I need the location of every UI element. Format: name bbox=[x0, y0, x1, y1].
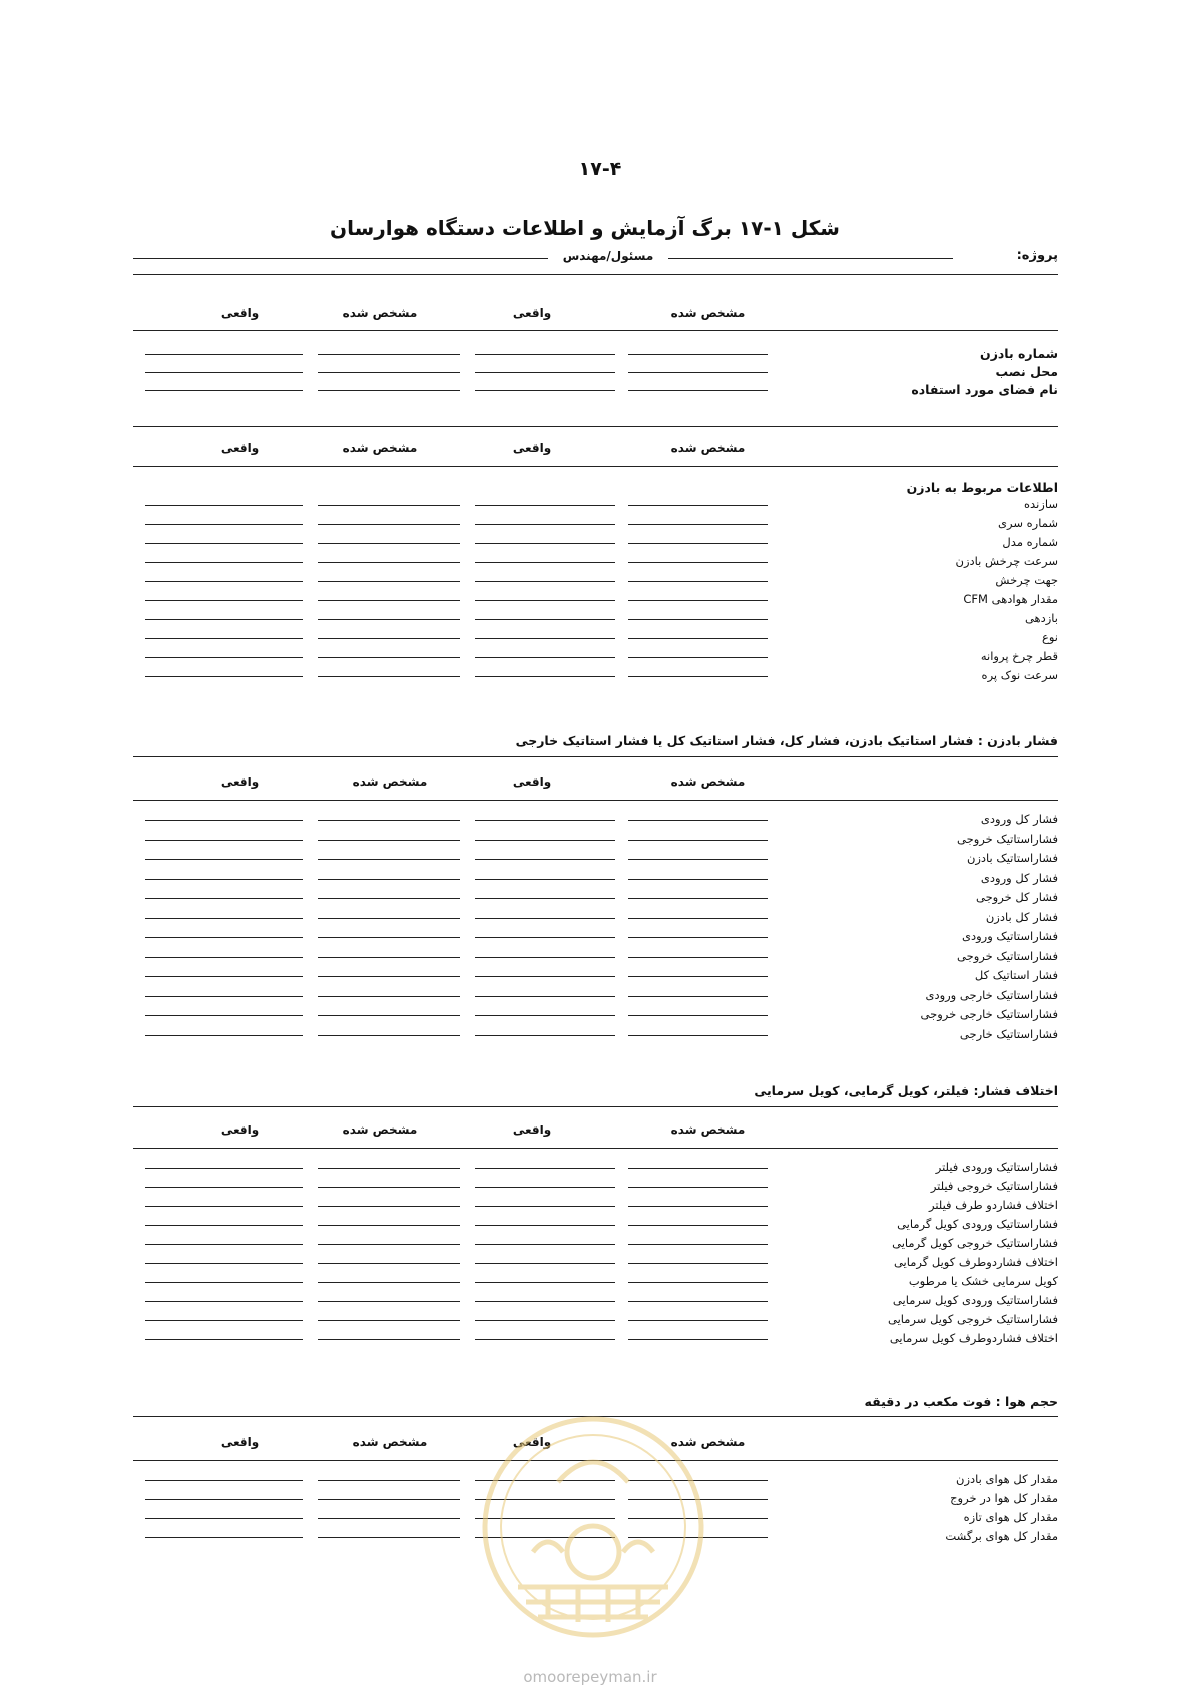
fill-in-line[interactable] bbox=[628, 676, 768, 677]
fill-in-line[interactable] bbox=[628, 1339, 768, 1340]
fill-in-line[interactable] bbox=[628, 562, 768, 563]
fill-in-line[interactable] bbox=[318, 600, 460, 601]
fill-in-line[interactable] bbox=[318, 898, 460, 899]
fill-in-line[interactable] bbox=[145, 1035, 303, 1036]
fill-in-line[interactable] bbox=[145, 354, 303, 355]
fill-in-line[interactable] bbox=[628, 918, 768, 919]
fill-in-line[interactable] bbox=[318, 1480, 460, 1481]
fan-info-heading: اطلاعات مربوط به بادزن bbox=[906, 480, 1058, 495]
fill-in-line[interactable] bbox=[145, 1244, 303, 1245]
fill-in-line[interactable] bbox=[145, 524, 303, 525]
col-actual-2: واقعی bbox=[220, 1123, 260, 1137]
row-label: جهت چرخش bbox=[995, 573, 1058, 587]
row-label: فشاراستاتیک خارجی ورودی bbox=[925, 987, 1058, 1002]
col-specified-1: مشخص شده bbox=[670, 441, 746, 455]
fill-in-line[interactable] bbox=[475, 1263, 615, 1264]
project-label: پروژه: bbox=[1016, 248, 1058, 263]
row-label: فشاراستاتیک ورودی کویل گرمایی bbox=[897, 1217, 1058, 1231]
fill-in-line[interactable] bbox=[145, 859, 303, 860]
fill-in-line[interactable] bbox=[475, 1225, 615, 1226]
section-rule bbox=[133, 426, 1058, 427]
fill-in-line[interactable] bbox=[318, 996, 460, 997]
row-label: قطر چرخ پروانه bbox=[980, 649, 1058, 663]
fill-in-line[interactable] bbox=[628, 957, 768, 958]
row-label: فشاراستاتیک خروجی فیلتر bbox=[930, 1179, 1058, 1193]
col-actual-1: واقعی bbox=[512, 1123, 552, 1137]
fill-in-line[interactable] bbox=[145, 1518, 303, 1519]
fill-in-line[interactable] bbox=[475, 390, 615, 391]
section-rule bbox=[133, 800, 1058, 801]
fill-in-line[interactable] bbox=[318, 879, 460, 880]
col-actual-1: واقعی bbox=[512, 306, 552, 320]
fill-in-line[interactable] bbox=[318, 918, 460, 919]
row-label: فشاراستاتیک ورودی کویل سرمایی bbox=[892, 1293, 1058, 1307]
col-specified-2: مشخص شده bbox=[342, 441, 418, 455]
row-label: اختلاف فشاردو طرف فیلتر bbox=[928, 1198, 1058, 1212]
row-label: اختلاف فشاردوطرف کویل گرمایی bbox=[893, 1255, 1058, 1269]
fill-in-line[interactable] bbox=[145, 957, 303, 958]
fill-in-line[interactable] bbox=[475, 918, 615, 919]
fill-in-line[interactable] bbox=[145, 898, 303, 899]
fill-in-line[interactable] bbox=[475, 562, 615, 563]
row-label: نوع bbox=[1041, 630, 1058, 644]
fill-in-line[interactable] bbox=[145, 1225, 303, 1226]
row-label: سرعت نوک پره bbox=[981, 668, 1058, 682]
row-label: فشار کل بادزن bbox=[985, 909, 1058, 924]
fill-in-line[interactable] bbox=[318, 505, 460, 506]
fill-in-line[interactable] bbox=[145, 996, 303, 997]
fill-in-line[interactable] bbox=[145, 1206, 303, 1207]
fill-in-line[interactable] bbox=[318, 1339, 460, 1340]
fill-in-line[interactable] bbox=[145, 505, 303, 506]
fill-in-line[interactable] bbox=[628, 1263, 768, 1264]
col-actual-2: واقعی bbox=[220, 306, 260, 320]
header-rule-bottom bbox=[133, 274, 1058, 275]
fill-in-line[interactable] bbox=[475, 581, 615, 582]
fill-in-line[interactable] bbox=[475, 1035, 615, 1036]
fill-in-line[interactable] bbox=[628, 1015, 768, 1016]
fill-in-line[interactable] bbox=[475, 543, 615, 544]
fan-pressure-heading: فشار بادزن : فشار استاتیک بادزن، فشار کل، فشار استاتیک کل یا فشار استاتیک خارجی bbox=[515, 733, 1058, 748]
col-specified-2: مشخص شده bbox=[342, 1123, 418, 1137]
row-label: فشاراستاتیک خارجی خروجی bbox=[920, 1007, 1058, 1021]
fill-in-line[interactable] bbox=[475, 996, 615, 997]
fill-in-line[interactable] bbox=[628, 1301, 768, 1302]
fill-in-line[interactable] bbox=[628, 657, 768, 658]
fill-in-line[interactable] bbox=[318, 1244, 460, 1245]
col-specified-1: مشخص شده bbox=[670, 775, 746, 789]
fill-in-line[interactable] bbox=[318, 937, 460, 938]
fill-in-line[interactable] bbox=[145, 1187, 303, 1188]
fill-in-line[interactable] bbox=[475, 976, 615, 977]
fill-in-line[interactable] bbox=[628, 543, 768, 544]
row-label: مقدار هوادهی CFM bbox=[963, 592, 1058, 606]
header-rule-right bbox=[668, 258, 953, 259]
fill-in-line[interactable] bbox=[318, 1282, 460, 1283]
fill-in-line[interactable] bbox=[628, 600, 768, 601]
fill-in-line[interactable] bbox=[475, 619, 615, 620]
fill-in-line[interactable] bbox=[475, 1339, 615, 1340]
fill-in-line[interactable] bbox=[628, 1225, 768, 1226]
row-label: نام فضای مورد استفاده bbox=[911, 382, 1058, 397]
row-label: سرعت چرخش بادزن bbox=[955, 554, 1058, 568]
row-label: فشاراستاتیک خارجی bbox=[959, 1026, 1058, 1041]
row-label: فشاراستاتیک ورودی فیلتر bbox=[935, 1160, 1058, 1174]
section-rule bbox=[133, 1148, 1058, 1149]
fill-in-line[interactable] bbox=[628, 505, 768, 506]
fill-in-line[interactable] bbox=[628, 1206, 768, 1207]
fill-in-line[interactable] bbox=[628, 354, 768, 355]
row-label: شماره بادزن bbox=[980, 346, 1058, 361]
fill-in-line[interactable] bbox=[318, 354, 460, 355]
col-actual-1: واقعی bbox=[512, 775, 552, 789]
fill-in-line[interactable] bbox=[628, 372, 768, 373]
fill-in-line[interactable] bbox=[145, 937, 303, 938]
col-actual-1: واقعی bbox=[512, 1435, 552, 1449]
fill-in-line[interactable] bbox=[145, 840, 303, 841]
fill-in-line[interactable] bbox=[145, 1168, 303, 1169]
fill-in-line[interactable] bbox=[318, 581, 460, 582]
fill-in-line[interactable] bbox=[145, 1480, 303, 1481]
fill-in-line[interactable] bbox=[475, 1244, 615, 1245]
fill-in-line[interactable] bbox=[318, 524, 460, 525]
row-label: کویل سرمایی خشک یا مرطوب bbox=[908, 1274, 1058, 1288]
fill-in-line[interactable] bbox=[475, 859, 615, 860]
fill-in-line[interactable] bbox=[475, 1282, 615, 1283]
fill-in-line[interactable] bbox=[475, 1187, 615, 1188]
col-actual-2: واقعی bbox=[220, 775, 260, 789]
engineer-label: مسئول/مهندس bbox=[562, 249, 654, 263]
fill-in-line[interactable] bbox=[475, 600, 615, 601]
header-rule-left bbox=[133, 258, 548, 259]
fill-in-line[interactable] bbox=[145, 600, 303, 601]
section-rule bbox=[133, 1106, 1058, 1107]
fill-in-line[interactable] bbox=[318, 638, 460, 639]
fill-in-line[interactable] bbox=[628, 1187, 768, 1188]
page-title: شکل ۱-۱۷ برگ آزمایش و اطلاعات دستگاه هوارسان bbox=[330, 216, 840, 240]
fill-in-line[interactable] bbox=[628, 1168, 768, 1169]
fill-in-line[interactable] bbox=[145, 543, 303, 544]
fill-in-line[interactable] bbox=[145, 581, 303, 582]
row-label: مقدار کل هوای تازه bbox=[963, 1510, 1058, 1524]
watermark-seal-icon bbox=[478, 1412, 708, 1642]
fill-in-line[interactable] bbox=[318, 543, 460, 544]
fill-in-line[interactable] bbox=[318, 1035, 460, 1036]
fill-in-line[interactable] bbox=[475, 524, 615, 525]
fill-in-line[interactable] bbox=[628, 976, 768, 977]
col-specified-1: مشخص شده bbox=[670, 1435, 746, 1449]
air-volume-heading: حجم هوا : فوت مکعب در دقیقه bbox=[864, 1394, 1058, 1409]
fill-in-line[interactable] bbox=[318, 1015, 460, 1016]
row-label: فشاراستاتیک خروجی bbox=[957, 831, 1058, 846]
fill-in-line[interactable] bbox=[475, 676, 615, 677]
fill-in-line[interactable] bbox=[475, 879, 615, 880]
fill-in-line[interactable] bbox=[318, 372, 460, 373]
col-specified-2: مشخص شده bbox=[352, 775, 428, 789]
fill-in-line[interactable] bbox=[318, 1537, 460, 1538]
fill-in-line[interactable] bbox=[145, 1263, 303, 1264]
row-label: فشاراستاتیک خروجی کویل سرمایی bbox=[887, 1312, 1058, 1326]
row-label: فشار کل ورودی bbox=[980, 812, 1058, 826]
fill-in-line[interactable] bbox=[318, 1499, 460, 1500]
fill-in-line[interactable] bbox=[318, 619, 460, 620]
fill-in-line[interactable] bbox=[475, 1168, 615, 1169]
fill-in-line[interactable] bbox=[318, 1206, 460, 1207]
fill-in-line[interactable] bbox=[475, 505, 615, 506]
fill-in-line[interactable] bbox=[628, 638, 768, 639]
fill-in-line[interactable] bbox=[628, 820, 768, 821]
row-label: سازنده bbox=[1024, 497, 1058, 511]
fill-in-line[interactable] bbox=[145, 619, 303, 620]
fill-in-line[interactable] bbox=[145, 879, 303, 880]
row-label: فشاراستاتیک بادزن bbox=[966, 851, 1058, 865]
fill-in-line[interactable] bbox=[628, 619, 768, 620]
fill-in-line[interactable] bbox=[318, 1263, 460, 1264]
col-specified-1: مشخص شده bbox=[670, 306, 746, 320]
row-label: بازدهی bbox=[1024, 611, 1058, 625]
fill-in-line[interactable] bbox=[145, 390, 303, 391]
fill-in-line[interactable] bbox=[318, 859, 460, 860]
fill-in-line[interactable] bbox=[475, 820, 615, 821]
fill-in-line[interactable] bbox=[145, 657, 303, 658]
fill-in-line[interactable] bbox=[628, 859, 768, 860]
fill-in-line[interactable] bbox=[318, 676, 460, 677]
fill-in-line[interactable] bbox=[475, 1015, 615, 1016]
fill-in-line[interactable] bbox=[145, 372, 303, 373]
fill-in-line[interactable] bbox=[475, 1301, 615, 1302]
fill-in-line[interactable] bbox=[628, 524, 768, 525]
fill-in-line[interactable] bbox=[628, 390, 768, 391]
col-specified-2: مشخص شده bbox=[342, 306, 418, 320]
row-label: شماره مدل bbox=[1002, 535, 1058, 549]
fill-in-line[interactable] bbox=[145, 976, 303, 977]
row-label: فشار کل خروجی bbox=[975, 890, 1058, 904]
fill-in-line[interactable] bbox=[475, 937, 615, 938]
fill-in-line[interactable] bbox=[145, 1015, 303, 1016]
fill-in-line[interactable] bbox=[318, 390, 460, 391]
fill-in-line[interactable] bbox=[318, 1225, 460, 1226]
fill-in-line[interactable] bbox=[145, 676, 303, 677]
fill-in-line[interactable] bbox=[318, 840, 460, 841]
fill-in-line[interactable] bbox=[145, 1320, 303, 1321]
fill-in-line[interactable] bbox=[318, 1168, 460, 1169]
fill-in-line[interactable] bbox=[628, 1244, 768, 1245]
row-label: شماره سری bbox=[997, 516, 1058, 530]
fill-in-line[interactable] bbox=[145, 1301, 303, 1302]
fill-in-line[interactable] bbox=[628, 937, 768, 938]
row-label: اختلاف فشاردوطرف کویل سرمایی bbox=[889, 1331, 1058, 1345]
fill-in-line[interactable] bbox=[628, 898, 768, 899]
section-rule bbox=[133, 330, 1058, 331]
fill-in-line[interactable] bbox=[318, 1301, 460, 1302]
section-rule bbox=[133, 756, 1058, 757]
row-label: فشاراستاتیک خروجی کویل گرمایی bbox=[892, 1236, 1058, 1250]
fill-in-line[interactable] bbox=[318, 957, 460, 958]
fill-in-line[interactable] bbox=[318, 1518, 460, 1519]
section-rule bbox=[133, 466, 1058, 467]
fill-in-line[interactable] bbox=[145, 1537, 303, 1538]
row-label: مقدار کل هوا در خروج bbox=[950, 1491, 1058, 1505]
fill-in-line[interactable] bbox=[475, 1206, 615, 1207]
fill-in-line[interactable] bbox=[475, 1320, 615, 1321]
fill-in-line[interactable] bbox=[318, 1320, 460, 1321]
row-label: فشاراستاتیک ورودی bbox=[961, 929, 1058, 943]
fill-in-line[interactable] bbox=[628, 996, 768, 997]
row-label: محل نصب bbox=[995, 364, 1058, 379]
fill-in-line[interactable] bbox=[318, 562, 460, 563]
row-label: فشار کل ورودی bbox=[980, 870, 1058, 885]
fill-in-line[interactable] bbox=[475, 957, 615, 958]
fill-in-line[interactable] bbox=[145, 1282, 303, 1283]
col-actual-2: واقعی bbox=[220, 1435, 260, 1449]
fill-in-line[interactable] bbox=[475, 840, 615, 841]
fill-in-line[interactable] bbox=[475, 354, 615, 355]
col-actual-2: واقعی bbox=[220, 441, 260, 455]
pressure-diff-heading: اختلاف فشار: فیلتر، کویل گرمایی، کویل سرمایی bbox=[754, 1083, 1058, 1098]
fill-in-line[interactable] bbox=[475, 898, 615, 899]
fill-in-line[interactable] bbox=[628, 1035, 768, 1036]
fill-in-line[interactable] bbox=[475, 657, 615, 658]
fill-in-line[interactable] bbox=[145, 820, 303, 821]
fill-in-line[interactable] bbox=[145, 1499, 303, 1500]
fill-in-line[interactable] bbox=[628, 1320, 768, 1321]
col-specified-1: مشخص شده bbox=[670, 1123, 746, 1137]
row-label: مقدار کل هوای برگشت bbox=[945, 1529, 1058, 1543]
col-actual-1: واقعی bbox=[512, 441, 552, 455]
fill-in-line[interactable] bbox=[475, 638, 615, 639]
fill-in-line[interactable] bbox=[145, 638, 303, 639]
fill-in-line[interactable] bbox=[145, 1339, 303, 1340]
fill-in-line[interactable] bbox=[628, 879, 768, 880]
fill-in-line[interactable] bbox=[475, 372, 615, 373]
fill-in-line[interactable] bbox=[628, 581, 768, 582]
row-label: فشار استاتیک کل bbox=[974, 968, 1058, 982]
fill-in-line[interactable] bbox=[318, 820, 460, 821]
row-label: فشاراستاتیک خروجی bbox=[957, 948, 1058, 963]
fill-in-line[interactable] bbox=[318, 657, 460, 658]
fill-in-line[interactable] bbox=[628, 1282, 768, 1283]
fill-in-line[interactable] bbox=[318, 976, 460, 977]
row-label: مقدار کل هوای بادزن bbox=[956, 1472, 1058, 1486]
fill-in-line[interactable] bbox=[628, 840, 768, 841]
fill-in-line[interactable] bbox=[318, 1187, 460, 1188]
fill-in-line[interactable] bbox=[145, 562, 303, 563]
fill-in-line[interactable] bbox=[145, 918, 303, 919]
page-number: ۱۷-۴ bbox=[578, 158, 622, 180]
col-specified-2: مشخص شده bbox=[352, 1435, 428, 1449]
watermark-url: omoorepeyman.ir bbox=[523, 1668, 657, 1686]
